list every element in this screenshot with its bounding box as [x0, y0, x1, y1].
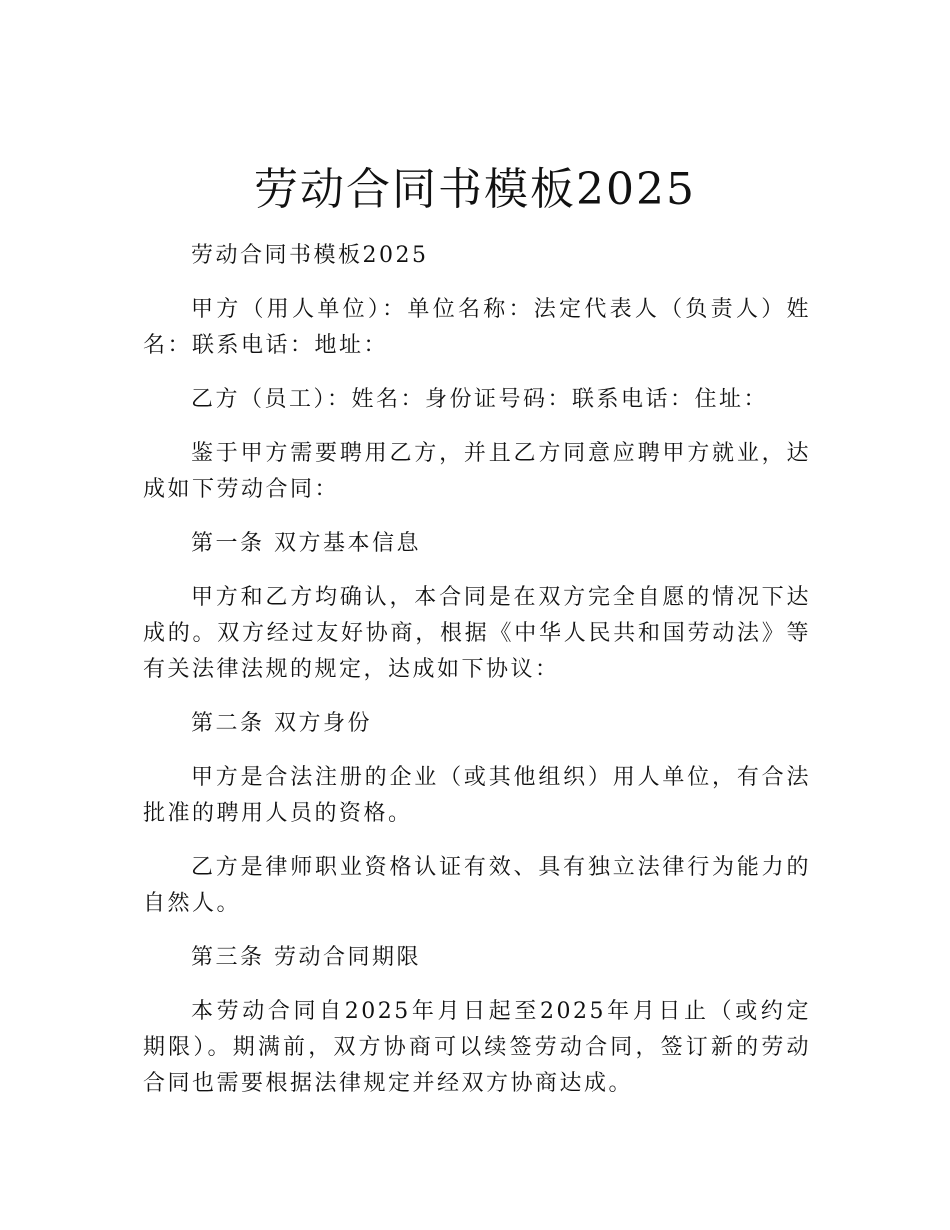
article-3-heading: 第三条 劳动合同期限	[191, 945, 421, 970]
paragraph-party-a: 甲方（用人单位）：单位名称：法定代表人（负责人）姓名：联系电话：地址：	[143, 297, 811, 358]
document-title: 劳动合同书模板2025	[254, 164, 696, 215]
article-2-body-b: 乙方是律师职业资格认证有效、具有独立法律行为能力的自然人。	[143, 855, 811, 916]
paragraph-preamble: 鉴于甲方需要聘用乙方，并且乙方同意应聘甲方就业，达成如下劳动合同：	[143, 441, 811, 502]
article-1-heading: 第一条 双方基本信息	[191, 531, 421, 556]
article-1-body: 甲方和乙方均确认，本合同是在双方完全自愿的情况下达成的。双方经过友好协商，根据《中华人民共和国劳动法》等有关法律法规的规定，达成如下协议：	[143, 585, 811, 682]
document-body	[143, 238, 811, 1120]
paragraph-heading-repeat: 劳动合同书模板2025	[191, 243, 429, 268]
paragraph-party-b: 乙方（员工）：姓名：身份证号码：联系电话：住址：	[191, 387, 769, 412]
article-2-heading: 第二条 双方身份	[191, 711, 372, 736]
article-2-body-a: 甲方是合法注册的企业（或其他组织）用人单位，有合法批准的聘用人员的资格。	[143, 765, 811, 826]
article-3-body: 本劳动合同自2025年月日起至2025年月日止（或约定期限）。期满前，双方协商可以续签劳动合同，签订新的劳动合同也需要根据法律规定并经双方协商达成。	[143, 999, 811, 1096]
